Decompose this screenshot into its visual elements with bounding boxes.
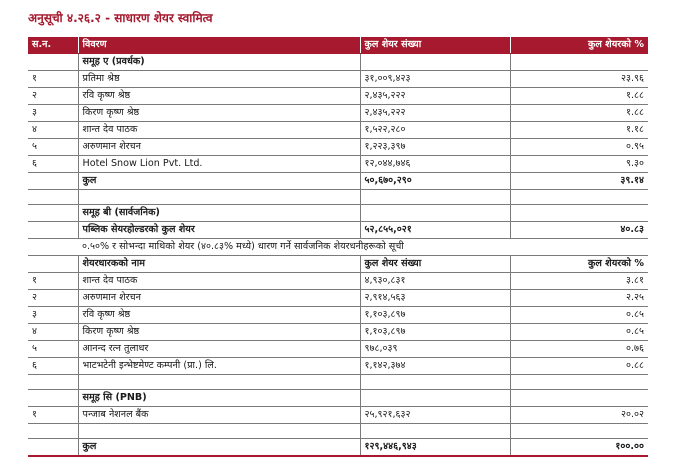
table-row: ६ भाटभटेनी इन्भेष्टमेण्ट कम्पनी (प्रा.) लि. १,१४२,३७४ ०.८८ [28,358,648,375]
header-percent: कुल शेयरको % [510,37,648,54]
table-row: १ प्रतिमा श्रेष्ठ ३१,००९,४२३ २३.९६ [28,71,648,88]
table-row: ४ शान्त देव पाठक १,५२२,२८० १.१८ [28,122,648,139]
table-row: ५ आनन्द रत्न तुलाधर ९७८,०३९ ०.७६ [28,341,648,358]
header-shares: कुल शेयर संख्या [360,37,510,54]
spacer-row [28,375,648,390]
group-a-heading: समूह ए (प्रवर्धक) [78,54,360,71]
table-row: ६ Hotel Snow Lion Pvt. Ltd. १२,०४४,७४६ ९.३० [28,156,648,173]
header-sn: स.न. [28,37,78,54]
grand-total-row: कुल १२९,४४६,९४३ १००.०० [28,439,648,457]
table-row: १ पन्जाब नेशनल बैंक २५,९२१,६३२ २०.०२ [28,407,648,424]
note-row [28,239,648,256]
public-shareholders-note: ०.५०% र सोभन्दा माथिको शेयर (४०.८३% मध्ये) धारण गर्ने सार्वजनिक शेयरधनीहरूको सूची [28,239,648,256]
table-row: ३ किरण कृष्ण श्रेष्ठ २,४३५,२२२ १.८८ [28,105,648,122]
public-total-row: पब्लिक सेयरहोल्डरको कुल शेयर ५२,८५५,०२१ ४०.८३ [28,222,648,239]
group-a-total-row: कुल ५०,६७०,२९० ३९.१४ [28,173,648,190]
table-row: ४ किरण कृष्ण श्रेष्ठ १,१०३,८९७ ०.८५ [28,324,648,341]
table-row: ३ रवि कृष्ण श्रेष्ठ १,१०३,८९७ ०.८५ [28,307,648,324]
group-b-heading-row [28,205,648,222]
table-row: १ शान्त देव पाठक ४,९३०,८३१ ३.८१ [28,273,648,290]
group-c-heading-row [28,390,648,407]
group-c-heading: समूह सि (PNB) [78,390,360,407]
table-header-row [28,37,648,54]
table-row: २ अरुणमान शेरचन २,९१४,५६३ २.२५ [28,290,648,307]
page-title: अनुसूची ४.२६.२ - साधारण शेयर स्वामित्व [28,11,213,25]
spacer-row [28,424,648,439]
group-a-heading-row [28,54,648,71]
group-b-heading: समूह बी (सार्वजनिक) [78,205,360,222]
table-row: २ रवि कृष्ण श्रेष्ठ २,४३५,२२२ १.८८ [28,88,648,105]
table-row: ५ अरुणमान शेरचन १,२२३,३९७ ०.९५ [28,139,648,156]
spacer-row [28,190,648,205]
header-description: विवरण [78,37,360,54]
sub-header-row: शेयरधारकको नाम कुल शेयर संख्या कुल शेयरको % [28,256,648,273]
share-ownership-table [28,37,648,457]
